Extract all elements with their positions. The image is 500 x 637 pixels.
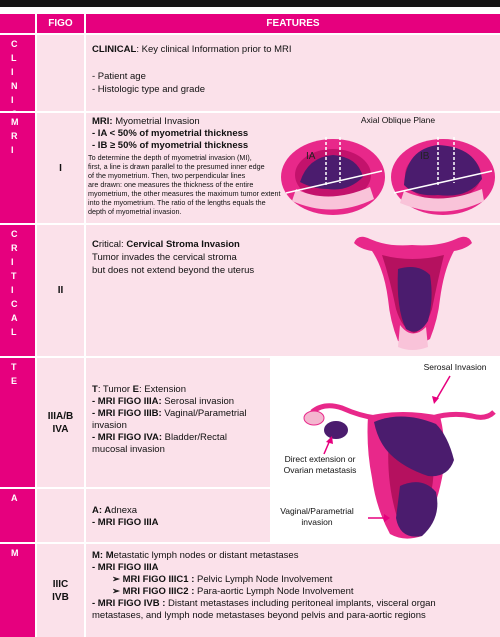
row-letters-critical: C R I T I C A L [0, 225, 35, 356]
axial-uterus-illustration [278, 127, 498, 221]
ib-label: IB [420, 151, 430, 162]
cervical-uterus-illustration [348, 229, 478, 353]
uterus-cervix-icon [354, 237, 472, 350]
critical-line-2: but does not extend beyond the uterus [92, 265, 255, 276]
vaginal-parametrial-label: Vaginal/Parametrial invasion [280, 506, 354, 527]
row-letters-metastatic: M [0, 544, 35, 637]
header-figo: FIGO [37, 14, 84, 33]
row-letters-te: T E [0, 358, 35, 487]
clinic-bullet-age: - Patient age [92, 71, 146, 82]
te-bullet-iiib: - MRI FIGO IIIB: Vaginal/Parametrial [92, 408, 247, 419]
figo-cell-critical: II [37, 225, 84, 356]
te-title: T: Tumor E: Extension [92, 384, 186, 395]
metastatic-sub-iiic1: ➢ MRI FIGO IIIC1 : Pelvic Lymph Node Involvement [112, 574, 333, 585]
features-cell-mri [86, 113, 500, 223]
clinic-bullet-histology: - Histologic type and grade [92, 84, 206, 95]
row-letters-adnexa: A [0, 489, 35, 542]
direct-extension-label: Direct extension or Ovarian metastasis [283, 454, 357, 475]
features-cell-metastatic [86, 544, 500, 637]
metastatic-bullet-ivb-cont: metastases, and lymph node metastases beyond pelvis and para-aortic regions [92, 610, 426, 621]
te-bullet-iiib-cont: invasion [92, 420, 127, 431]
figo-cell-te: IIIA/B IVA [37, 358, 84, 487]
top-rule [0, 0, 500, 7]
metastatic-bullet-ivb: - MRI FIGO IVB : Distant metastases including peritoneal implants, visceral organ [92, 598, 436, 609]
extension-uterus-icon [304, 376, 494, 539]
axial-plane-label: Axial Oblique Plane [360, 115, 436, 125]
features-cell-te [86, 358, 270, 487]
figo-cell-mri: I [37, 113, 84, 223]
row-letters-clinic: C L I N I [0, 35, 35, 111]
mri-ib: - IB ≥ 50% of myometrial thickness [92, 140, 249, 151]
metastatic-bullet-iiia: - MRI FIGO IIIA [92, 562, 159, 573]
mri-title: MRI: Myometrial Invasion [92, 116, 200, 127]
mri-description: To determine the depth of myometrial invasion (MI), first, a line is drawn parallel to the presumed inner edge of the myometrium. Then, two perpendicular lines are drawn: one measures the thickness of the entire myometrium, the other measures the maximum tumor extent into the myometrium. The ratio of the lengths equals the depth of myometrial invasion. [88, 153, 281, 216]
te-bullet-iiia: - MRI FIGO IIIA: Serosal invasion [92, 396, 235, 407]
uterus-ib-icon [391, 137, 495, 215]
header-blank-cell [0, 14, 35, 33]
mri-ia: - IA < 50% of myometrial thickness [92, 128, 249, 139]
critical-line-1: Tumor invades the cervical stroma [92, 252, 237, 263]
figo-cell-metastatic: IIIC IVB [37, 544, 84, 637]
figo-cell-adnexa [37, 489, 84, 542]
features-cell-adnexa [86, 489, 270, 542]
features-cell-clinic [86, 35, 500, 111]
te-bullet-iva-cont: mucosal invasion [92, 444, 165, 455]
serosal-invasion-label: Serosal Invasion [423, 362, 487, 372]
header-features: FEATURES [86, 14, 500, 33]
extension-uterus-illustration [272, 358, 500, 542]
critical-title: Critical: Cervical Stroma Invasion [92, 239, 240, 250]
adnexa-bullet: - MRI FIGO IIIA [92, 517, 159, 528]
te-bullet-iva: - MRI FIGO IVA: Bladder/Rectal [92, 432, 227, 443]
uterus-ia-icon [281, 137, 385, 215]
metastatic-title: M: Metastatic lymph nodes or distant metastases [92, 550, 299, 561]
row-letters-mri: M R I [0, 113, 35, 223]
metastatic-sub-iiic2: ➢ MRI FIGO IIIC2 : Para-aortic Lymph Node Involvement [112, 586, 354, 597]
figo-cell-clinic [37, 35, 84, 111]
adnexa-title: A: Adnexa [92, 505, 138, 516]
ia-label: IA [306, 151, 316, 162]
features-cell-critical [86, 225, 500, 356]
clinic-title: CLINICAL: Key clinical Information prior to MRI [92, 44, 292, 55]
extension-illustration-cell [272, 358, 500, 542]
